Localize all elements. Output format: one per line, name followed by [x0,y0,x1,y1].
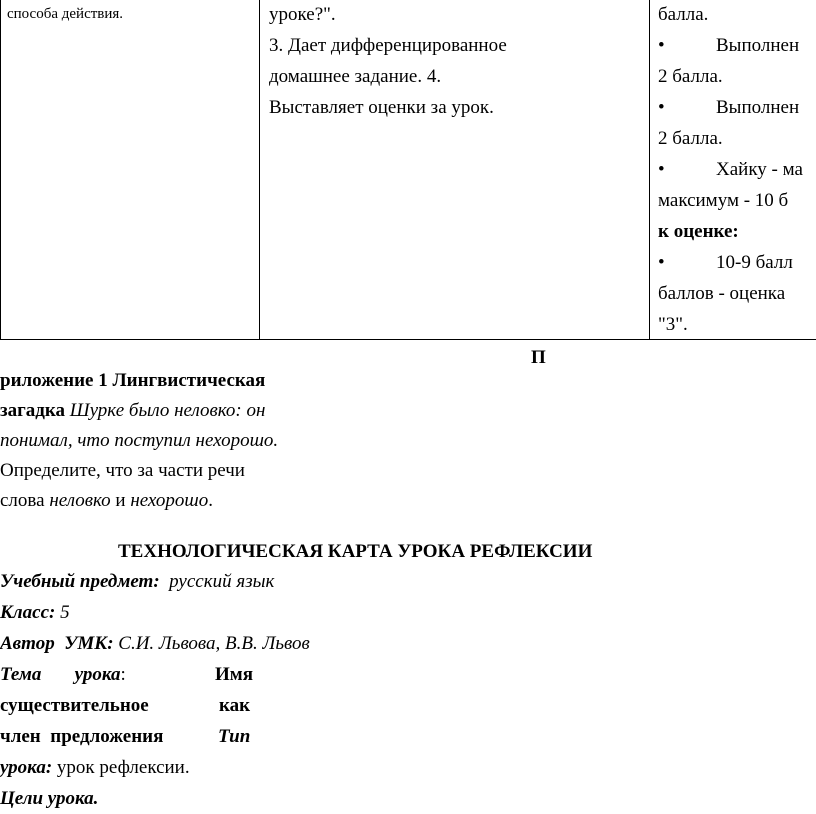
col3-line: балла. [658,4,709,25]
card-title: ТЕХНОЛОГИЧЕСКАЯ КАРТА УРОКА РЕФЛЕКСИИ [118,541,593,562]
topic-word: как [219,695,251,716]
col3-heading: к оценке: [658,221,739,242]
appendix-letter-p: П [531,347,546,368]
subject-label: Учебный предмет: [0,571,160,592]
col2-line: Выставляет оценки за урок. [269,97,494,118]
col3-line: баллов - оценка [658,283,786,304]
table-cell-col3 [658,0,803,340]
card-topic-line-2 [0,691,258,721]
appendix-line-4: Определите, что за части речи [0,460,245,481]
col3-bullet-item [658,92,803,123]
topic-colon: : [120,664,126,685]
appendix-riddle-text: Шурке было неловко: он [65,400,266,421]
bullet-icon: • [658,35,665,56]
col3-line: "3". [658,314,688,335]
appendix-line-2 [0,396,278,426]
card-type-line [0,753,190,783]
subject-value: русский язык [159,571,275,592]
col3-bullet-item [658,247,803,278]
card-goals: Цели урока. [0,788,99,809]
col3-bullet-item [658,30,803,61]
appendix-line-1: риложение 1 Лингвистическая [0,370,266,391]
col3-bullet-text: Хайку - ма [716,159,803,180]
card-subject [0,567,274,597]
appendix-text: и [110,490,131,511]
author-label: Автор УМК: [0,633,114,654]
appendix-text: слова [0,490,50,511]
card-author [0,629,310,659]
topic-label: Тема урока [0,664,121,685]
table-col-divider-1 [259,0,260,340]
bullet-icon: • [658,159,665,180]
appendix-text: . [208,490,213,511]
col3-line: 2 балла. [658,128,723,149]
topic-word: член предложения [0,726,164,747]
appendix-line-5 [0,486,278,516]
type-label: Тип [218,726,251,747]
card-topic-line-1 [0,660,258,690]
table-cell-col2 [269,0,507,123]
col3-bullet-text: Выполнен [716,35,800,56]
appendix-word-1: неловко [49,490,111,511]
topic-word: Имя [215,664,253,685]
col2-line: домашнее задание. 4. [269,66,442,87]
col3-line: максимум - 10 б [658,190,789,211]
appendix-riddle-label: загадка [0,400,66,421]
appendix-block [0,366,278,516]
author-value: С.И. Львова, В.В. Львов [113,633,310,654]
col3-bullet-item [658,154,803,185]
class-value: 5 [55,602,70,623]
col3-bullet-text: Выполнен [716,97,800,118]
appendix-line-3: понимал, что поступил нехорошо. [0,430,279,451]
col3-line: 2 балла. [658,66,723,87]
appendix-word-2: нехорошо [130,490,209,511]
table-col-divider-2 [649,0,650,340]
type-value: урок рефлексии. [52,757,190,778]
topic-word: существительное [0,695,149,716]
table-left-border [0,0,1,340]
col2-line: уроке?". [269,4,336,25]
type-label: урока: [0,757,53,778]
bullet-icon: • [658,252,665,273]
col2-line: 3. Дает дифференцированное [269,35,507,56]
class-label: Класс: [0,602,56,623]
table-cell-col1: способа действия. [7,6,124,22]
bullet-icon: • [658,97,665,118]
col3-bullet-text: 10-9 балл [716,252,793,273]
card-topic-line-3 [0,722,258,752]
card-class [0,598,70,628]
